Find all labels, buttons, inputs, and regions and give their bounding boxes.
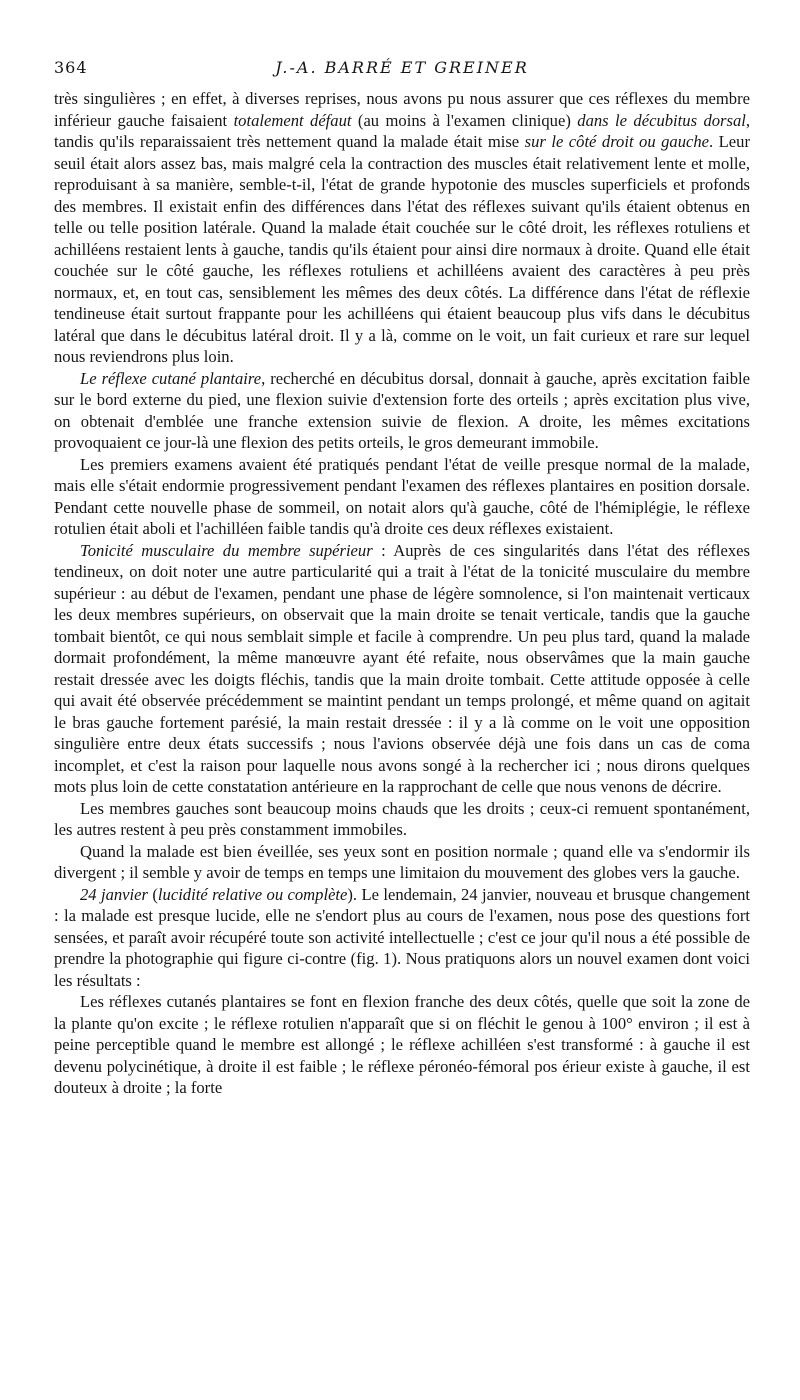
text-run: (au moins à l'examen clinique) [351, 110, 578, 130]
paragraph [54, 884, 750, 992]
italic-text: dans le décubitus dorsal [577, 110, 746, 130]
text-run: : Auprès de ces singularités dans l'état des réflexes tendineux, on doit noter une autre particularité qui a trait à l'état de la tonicité musculaire du membre supérieur : au début de l'examen, pendant une phase de légère somnolence, si l'on maintenait verticaux les deux membres supérieurs, on observait que la main droite se tenait verticale, tandis que la gauche tombait bientôt, ce qui nous semblait simple et facile à comprendre. Un peu plus tard, quand la malade dormait profondément, la même manœuvre ayant été refaite, nous observâmes que la main gauche restait dressée avec les doigts fléchis, tandis que la main droite tombait. Cette attitude opposée à celle qui avait été observée précédemment se maintint pendant un temps prolongé, et même quand on agitait le bras gauche fortement parésié, la main restait dressée : il y a là comme on le voit une opposition singulière entre deux états successifs ; nous l'avions observée déjà une fois dans un cas de coma incomplet, et c'est la raison pour laquelle nous avons songé à la rechercher ici ; nous dirons quelques mots plus loin de cette constatation antérieure en la rapprochant de celle que nous venons de décrire. [54, 540, 750, 796]
text-run: ( [148, 884, 158, 904]
paragraph [54, 540, 750, 798]
italic-text: sur le côté droit ou gauche [524, 132, 710, 151]
italic-text: Le réflexe cutané plantaire [80, 368, 262, 388]
italic-text: totalement défaut [233, 110, 352, 130]
italic-text: lucidité relative ou complète [157, 884, 348, 904]
paragraph [54, 841, 750, 884]
text-run: , recherché en décubitus dorsal, donnait à gauche, après excitation faible sur le bord externe du pied, une flexion suivie d'extension forte des orteils ; après excitation plus vive, on obtenait d'emblée une franche extension suivie de flexion. A droite, les mêmes excitations provoquaient ce jour-là une flexion des petits orteils, le gros demeurant immobile. [54, 368, 751, 452]
text-run: . Leur seuil était alors assez bas, mais malgré cela la contraction des muscles était relativement lente et molle, reproduisant à sa manière, semble-t-il, l'état de grande hypotonie des muscles superficiels et profonds des membres. Il existait enfin des différences dans l'état des réflexes suivant qu'ils étaient obtenus en telle ou telle position latérale. Quand la malade était couchée sur le côté droit, les réflexes rotuliens et achilléens restaient lents à gauche, tandis qu'ils étaient pour ainsi dire normaux à droite. Quand elle était couchée sur le côté gauche, les réflexes rotuliens et achilléens avaient des caractères à peu près normaux, et, en tout cas, sensiblement les mêmes des deux côtés. La différence dans l'état de réflexie tendineuse était surtout frappante pour les achilléens qui étaient beaucoup plus vifs dans le décubitus latéral que dans le décubitus latéral droit. Il y a là, comme on le voit, un fait curieux et rare sur lequel nous reviendrons plus loin. [54, 132, 750, 366]
italic-text: Tonicité musculaire du membre supérieur [80, 540, 373, 560]
page-header [54, 56, 750, 82]
text-run: Les réflexes cutanés plantaires se font en flexion franche des deux côtés, quelle que soit la zone de la plante qu'on excite ; le réflexe rotulien n'apparaît que si on fléchit le genou à 100° environ ; il est à peine perceptible quand le membre est allongé ; le réflexe achilléen s'est transformé : à gauche il est devenu polycinétique, à droite il est faible ; le réflexe péronéo-fémoral pos érieur existe à gauche, il est douteux à droite ; la forte [54, 992, 750, 1097]
italic-text: 24 janvier [80, 884, 148, 904]
text-run: Les premiers examens avaient été pratiqués pendant l'état de veille presque normal de la malade, mais elle s'était endormie progressivement pendant l'examen des réflexes plantaires en position dorsale. Pendant cette nouvelle phase de sommeil, on notait alors qu'à gauche, côté de l'hémiplégie, le réflexe rotulien était aboli et l'achilléen faible tandis qu'à droite ces deux réflexes existaient. [54, 454, 750, 538]
running-head: J.-A. BARRÉ ET GREINER [275, 58, 529, 77]
text-run: très singulières ; en effet, à diverses reprises, nous avons pu nous assurer que ces réflexes du membre inférieur gauche faisaient [54, 89, 750, 130]
text-run: Les membres gauches sont beaucoup moins chauds que les droits ; ceux-ci remuent spontanément, les autres restent à peu près constamment immobiles. [54, 798, 750, 839]
text-run: Quand la malade est bien éveillée, ses yeux sont en position normale ; quand elle va s'endormir ils divergent ; il semble y avoir de temps en temps une limitaion du mouvement des globes vers la gauche. [54, 841, 750, 882]
text-run: , tandis qu'ils reparaissaient très nettement quand la malade était mise [54, 110, 751, 151]
paragraph [54, 798, 750, 841]
paragraph [54, 454, 750, 540]
paragraph [54, 991, 750, 1099]
paragraph [54, 88, 750, 368]
page-number: 364 [54, 58, 88, 77]
body-text [54, 88, 750, 1099]
text-run: ). Le lendemain, 24 janvier, nouveau et brusque changement : la malade est presque lucide, elle ne s'endort plus au cours de l'examen, nous pose des questions fort sensées, et paraît avoir récupéré toute son activité intellectuelle ; c'est ce jour qu'il nous a été possible de prendre la photographie qui figure ci-contre (fig. 1). Nous pratiquons alors un nouvel examen dont voici les résultats : [54, 884, 750, 990]
paragraph [54, 368, 750, 454]
